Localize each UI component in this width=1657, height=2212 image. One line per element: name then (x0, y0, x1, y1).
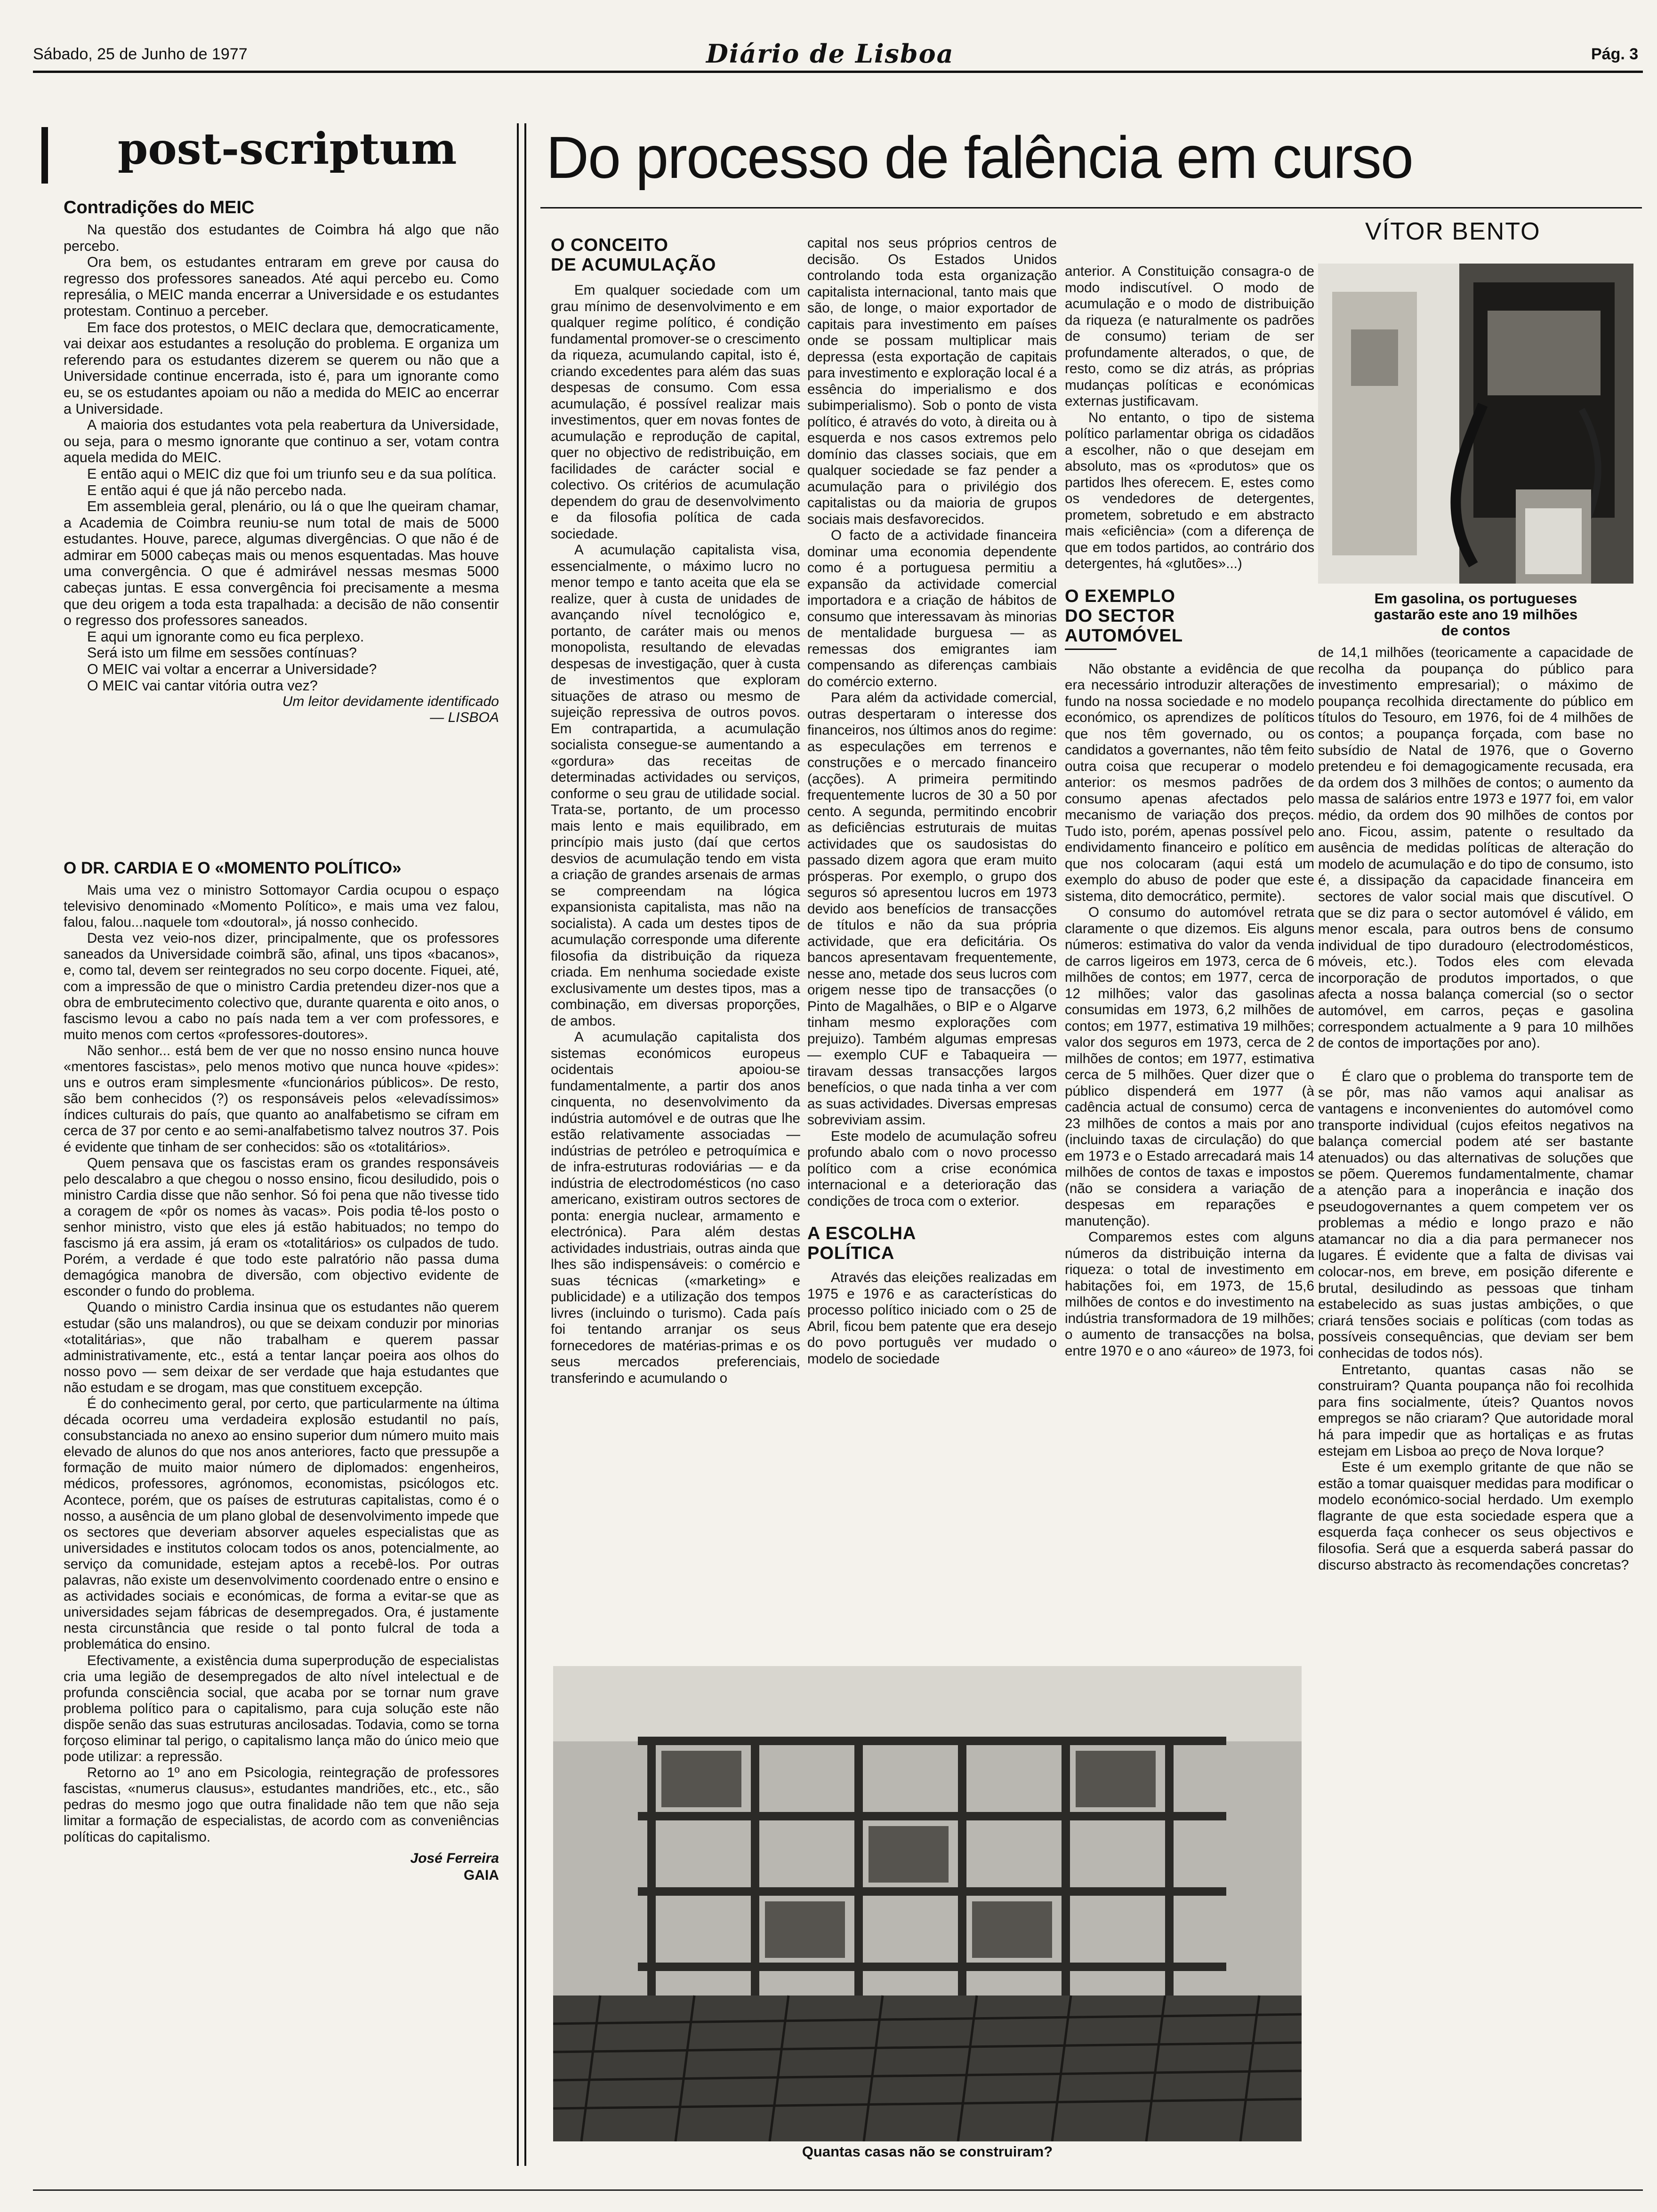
column-body (1065, 264, 1314, 572)
paragraph: Não obstante a evidência de que era necessário introduzir alterações de fundo na nossa sociedade e no modelo económico, os aprendizes de políticos que nos têm governado, ou os candidatos a governantes, não têm feito outra coisa que recuperar o modelo anterior: os mesmos padrões de consumo apenas afectados pelo mecanismo de variação dos preços. Tudo isto, porém, apenas possível pelo endividamento financeiro e político em que nos colocaram (aqui está um exemplo do abuso de poder que este sistema, dito democrático, permite). (1065, 661, 1314, 904)
signature: Um leitor devidamente identificado (282, 694, 499, 710)
paragraph: Em qualquer sociedade com um grau mínimo de desenvolvimento e em qualquer regime político, é condição fundamental promover-se o crescimento da riqueza, acumulando capital, isto é, criando excedentes para além das suas despesas de consumo. Com essa acumulação, é possível realizar mais investimentos, quer em novas fontes de acumulação e reprodução de capital, quer no objectivo de redistribuição, em facilidades de carácter social e colectivo. Os critérios de acumulação dependem do grau de desenvolvimento e da filosofia política de cada sociedade. (551, 282, 800, 542)
column-body (551, 282, 800, 1387)
paragraph: O MEIC vai voltar a encerrar a Universidade? (87, 661, 377, 678)
section-heading-line: A ESCOLHA (807, 1224, 917, 1243)
article-body (64, 882, 499, 1845)
column-body (807, 235, 1057, 1210)
photo-gas-pump (1318, 264, 1633, 584)
masthead-date: Sábado, 25 de Junho de 1977 (33, 45, 248, 63)
main-headline: Do processo de falência em curso (546, 124, 1413, 191)
paragraph: Através das eleições realizadas em 1975 e 1976 e as características do processo político iniciado com o 25 de Abril, ficou bem patente que era desejo do povo português ver mudado o modelo de sociedade (807, 1270, 1057, 1367)
main-column-1 (551, 235, 800, 1387)
paragraph: A acumulação capitalista visa, essencialmente, o máximo lucro no menor tempo e tanto aceita que ela se realize, quer à custa de unidades de avançando nível tecnológico e, portanto, de caráter mais ou menos monopolista, resultando de elevadas despesas de investigação, quer à custa de investimentos que exploram situações de atraso ou mesmo de sujeição repressiva de outros povos. Em contrapartida, a acumulação socialista consegue-se aumentando a «gordura» das receitas de determinadas actividades ou serviços, conforme o seu grau de utilidade social. Trata-se, portanto, de um processo mais lento e mais equilibrado, em princípio mais justo (daí que certos desvios de acumulação tendo em vista a criação de grandes arsenais de armas se compreendam na lógica expansionista capitalista, mas não na socialista). A cada um destes tipos de acumulação corresponde uma diferente filosofia da distribuição da riqueza criada. Em nenhuma sociedade existe exclusivamente um destes tipos, mas a combinação, em diversas proporções, de ambos. (551, 542, 800, 1029)
paragraph: Comparemos estes com alguns números da distribuição interna da riqueza: o total de investimento em habitações foi, em 1973, de 15,6 milhões de contos e do investimento na indústria transformadora de 19 milhões; o aumento de transacções na bolsa, entre 1970 e o ano «áureo» de 1973, foi (1065, 1229, 1314, 1359)
paragraph: Será isto um filme em sessões contínuas? (87, 645, 357, 661)
paragraph: Para além da actividade comercial, outras despertaram o interesse dos financeiros, nos últimos anos do regime: as especulações em terrenos e construções e o mercado financeiro (acções). A primeira permitindo frequentemente lucros de 30 a 50 por cento. A segunda, permitindo encobrir as deficiências estruturais de muitas actividades que os saudosistas do passado dizem agora que eram muito prósperas. Por exemplo, o grupo dos seguros só apresentou lucros em 1973 devido aos benefícios de transacções de títulos e não da sua própria actividade, que era deficitária. Os bancos apresentavam frequentemente, nesse ano, metade dos seus lucros com origem nesse tipo de transacções (o Pinto de Magalhães, o BIP e o Algarve tinham mesmo explorações com prejuizo). Também algumas empresas — exemplo CUF e Tabaqueira — tiravam dessas transacções largos benefícios, o que nada tinha a ver com as suas actividades. Diversas empresas sobreviviam assim. (807, 690, 1057, 1128)
postscriptum-article-cardia (64, 859, 499, 1884)
paragraph: É claro que o problema do transporte tem de se pôr, mas não vamos aqui analisar as vantagens e inconvenientes do automóvel como transporte individual (cujos efeitos negativos na balança comercial podem até ser bastante atenuados) ou das alternativas de soluções que se põem. Queremos fundamentalmente, chamar a atenção para a inoperância e inação dos pseudogovernantes a quem competem ver os problemas a médio e longo prazo e não atamancar no dia a dia para permanecer nos lugares. É evidente que a falta de divisas vai colocar-nos, em breve, em posição diferente e brutal, desiludindo as pessoas que tinham estabelecido as suas justas ambições, o que criará tensões sociais e políticas (com todas as possíveis consequências, que deviam ser bem conhecidas de todos nós). (1318, 1068, 1633, 1361)
paragraph: O consumo do automóvel retrata claramente o que dizemos. Eis alguns números: estimativa do valor da venda de carros ligeiros em 1973, cerca de 6 milhões de contos; em 1977, cerca de 12 milhões; valor das gasolinas consumidas em 1973, 6,2 milhões de contos; em 1977, estimativa 19 milhões; valor dos seguros em 1973, cerca de 2 milhões de contos; em 1977, estimativa cerca de 5 milhões. Quer dizer que o público dispenderá em 1977 (à cadência actual de consumo) cerca de 23 milhões de contos a mais por ano (incluindo taxas de circulação) do que em 1973 e o Estado arrecadará mais 14 milhões de contos de taxas e impostos (não se considera a variação de despesas em reparações e manutenção). (1065, 905, 1314, 1229)
postscriptum-title: post-scriptum (118, 123, 457, 174)
paragraph: Este é um exemplo gritante de que não se estão a tomar quaisquer medidas para modificar o modelo económico-social herdado. Um exemplo flagrante de que esta sociedade espera que a esquerda faça conhecer os seus objectivos e filosofia. Será que a esquerda saberá passar do discurso abstracto às recomendações concretas? (1318, 1459, 1633, 1573)
paragraph: capital nos seus próprios centros de decisão. Os Estados Unidos controlando toda esta organização capitalista internacional, tanto mais que são, de longe, o maior exportador de capitais para investimento em países onde se possam multiplicar mais depressa (esta exportação de capitais para investimento e exploração local é a essência do imperialismo e dos subimperialismo). Sob o ponto de vista político, é através do voto, à direita ou à esquerda e nos casos extremos pelo domínio das classes sociais, que em qualquer sociedade se faz pender a acumulação para o privilégio dos capitalistas ou da maioria de grupos sociais mais desfavorecidos. (807, 235, 1057, 527)
column-body (1065, 661, 1314, 1360)
gas-pump-image (1318, 264, 1633, 584)
caption-line: gastarão este ano 19 milhões (1374, 606, 1578, 623)
paragraph: Este modelo de acumulação sofreu profundo abalo com o novo processo político com a crise económica internacional e a deterioração das condições de troca com o exterior. (807, 1128, 1057, 1209)
column-body (807, 1270, 1057, 1367)
signature-location: — LISBOA (430, 710, 499, 726)
section-heading-line: O CONCEITO (551, 235, 668, 255)
main-column-3 (1065, 264, 1314, 1359)
signature: José Ferreira (410, 1850, 499, 1866)
author-byline: VÍTOR BENTO (1365, 218, 1541, 245)
section-heading (551, 235, 800, 275)
construction-site-image (553, 1666, 1302, 2141)
paragraph: E então aqui o MEIC diz que foi um triunfo seu e da sua política. (87, 465, 497, 482)
article-heading: O DR. CARDIA E O «MOMENTO POLÍTICO» (64, 859, 402, 877)
postscriptum-article-meic (64, 198, 499, 726)
section-heading-line: O EXEMPLO (1065, 586, 1175, 606)
section-heading-line: DO SECTOR (1065, 606, 1175, 626)
paragraph: Entretanto, quantas casas não se construiram? Quanta poupança não foi recolhida para fins socialmente, úteis? Quantos novos empregos se não criaram? Que autoridade moral há para impedir que as hortaliças e as frutas estejam em Lisboa ao preço de Nova Iorque? (1318, 1362, 1633, 1459)
top-rule (33, 71, 1643, 73)
column-divider (517, 123, 519, 2166)
article-body (64, 222, 499, 694)
section-marker-bar (41, 127, 48, 184)
paragraph: O facto de a actividade financeira dominar uma economia dependente como é a portuguesa permitiu a expansão da actividade comercial importadora e a criação de hábitos de consumo que interessavam às minorias de mentalidade burguesa — as remessas dos emigrantes iam compensando as diferenças cambiais do comércio externo. (807, 528, 1057, 689)
paragraph: Em assembleia geral, plenário, ou lá o que lhe queiram chamar, a Academia de Coimbra reuniu-se num total de mais de 5000 estudantes. Houve, parece, algumas divergências. O que não é de admirar em 5000 cabeças mais ou menos esquentadas. Mas houve uma convergência. O que é admirável nessas mesmas 5000 cabeças juntas. E essa convergência foi precisamente a mesma que deu origem a toda esta trapalhada: a decisão de não consentir o regresso dos professores saneados. (64, 498, 499, 629)
paragraph: No entanto, o tipo de sistema político parlamentar obriga os cidadãos a escolher, não o que desejam em absoluto, mas os «produtos» que os partidos lhes oferecem. E, estes como os vendedores de detergentes, prometem, sobretudo e em abstracto mais «eficiência» (com a diferença de que em todos partidos, ao contrário dos detergentes, há «glutões»...) (1065, 409, 1314, 571)
paragraph: de 14,1 milhões (teoricamente a capacidade de recolha da poupança do público para investimento empresarial); o máximo de poupança recolhida directamente do público em títulos do Tesouro, em 1976, foi de 4 milhões de contos; a poupança forçada, com base no subsídio de Natal de 1976, que o Governo pretendeu e foi demagogicamente recusada, era da ordem dos 3 milhões de contos; o aumento da massa de salários entre 1973 e 1977 foi, em valor médio, da ordem dos 90 milhões de contos por ano. Ficou, assim, patente o resultado da ausência de medidas políticas de alteração do modelo de acumulação e do tipo de consumo, isto é, a dissipação da capacidade financeira em sectores de valor social mais que discutível. O que se diz para o sector automóvel é válido, em menor escala, para outros bens de consumo individual de tipo duradouro (electrodomésticos, móveis, etc.). Todos eles com elevada incorporação de produtos importados, o que afecta a nossa balança comercial (so o sector automóvel, em carros, peças e gasolina correspondem actualmente a 9 para 10 milhões de contos de importações por ano). (1318, 645, 1633, 1051)
section-heading (1065, 586, 1314, 646)
page-number: Pág. 3 (1591, 45, 1639, 63)
bottom-rule (33, 2189, 1643, 2191)
paragraph: Na questão dos estudantes de Coimbra há algo que não percebo. (64, 222, 499, 254)
paragraph: anterior. A Constituição consagra-o de modo indiscutível. O modo de acumulação e o modo de distribuição da riqueza (e naturalmente os padrões de consumo) teriam de ser profundamente alterados, o que, de resto, como se diz atrás, as próprias mudanças políticas e económicas externas justificavam. (1065, 264, 1314, 409)
paragraph: É do conhecimento geral, por certo, que particularmente na última década ocorreu uma verdadeira explosão estudantil no país, consubstanciada no anexo ao ensino superior dum número muito mais elevado de alunos do que nos anos anteriores, facto que pressupõe a formação de muito maior número de diplomados: engenheiros, médicos, professores, agrónomos, economistas, psicólogos etc. Acontece, porém, que os países de estruturas capitalistas, como é o nosso, a ausência de um plano global de desenvolvimento impede que os sectores que deveriam absorver aqueles especialistas que as universidades e institutos colocam todos os anos, potencialmente, ao serviço da comunidade, estejam aptos a recebê-los. Por outras palavras, não existe um desenvolvimento coordenado entre o ensino e as actividades sociais e económicas, de forma a evitar-se que as universidades sejam fábricas de desempregados. Ora, é justamente nesta circunstância que reside o tal ponto fulcral de toda a problemática do ensino. (64, 1396, 499, 1652)
paragraph: Não senhor... está bem de ver que no nosso ensino nunca houve «mentores fascistas», pelo menos motivo que nunca houve «pides»: uns e outros eram simplesmente «funcionários públicos». De resto, são bem conhecidos (?) os responsáveis pelos «elevadíssimos» índices culturais do país, que quanto ao analfabetismo se cifram em cerca de 37 por cento e ao semi-analfabetismo talvez noutros 37. Pois é evidente que tinham de ser conhecidos: são os «totalitários». (64, 1042, 499, 1155)
section-rule (1065, 649, 1117, 650)
paragraph: Em face dos protestos, o MEIC declara que, democraticamente, vai deixar aos estudantes a resolução do problema. E organiza um referendo para os estudantes dizerem se querem ou não que a Universidade continue encerrada, isto é, para um ignorante como eu, se os estudantes apoiam ou não a medida do MEIC ao encerrar a Universidade. (64, 319, 499, 417)
paragraph: Ora bem, os estudantes entraram em greve por causa do regresso dos professores saneados. Até aqui percebo eu. Como represália, o MEIC manda encerrar a Universidade e os estudantes protestam. Continuo a perceber. (64, 254, 499, 319)
caption-line: Em gasolina, os portugueses (1374, 590, 1577, 607)
paragraph: Quando o ministro Cardia insinua que os estudantes não querem estudar (são uns malandros), ou que se deixam conduzir por minorias «totalitárias», que não trabalham e querem passar administrativamente, etc., está a tentar lançar poeira aos olhos do nosso povo — sem deixar de ser verdade que haja estudantes que não estudam e se drogam, mas que constituem excepção. (64, 1299, 499, 1395)
caption-line: de contos (1441, 622, 1511, 639)
column-divider (524, 123, 526, 2166)
paragraph: E então aqui é que já não percebo nada. (87, 482, 347, 498)
section-heading-line: POLÍTICA (807, 1243, 895, 1263)
article-heading: Contradições do MEIC (64, 198, 255, 217)
photo-caption: Quantas casas não se construiram? (802, 2143, 1053, 2160)
paragraph: O MEIC vai cantar vitória outra vez? (87, 677, 318, 694)
main-column-2 (807, 235, 1057, 1367)
paragraph: E aqui um ignorante como eu fica perplexo. (87, 628, 364, 645)
paragraph: Mais uma vez o ministro Sottomayor Cardia ocupou o espaço televisivo denominado «Momento Político», e mais uma vez falou, falou, falou...naquele tom «doutoral», já nosso conhecido. (64, 882, 499, 930)
photo-construction (553, 1666, 1302, 2141)
section-heading-line: DE ACUMULAÇÃO (551, 255, 716, 275)
signature-location: GAIA (464, 1867, 499, 1883)
main-column-4 (1318, 645, 1633, 1573)
section-heading (807, 1224, 1057, 1263)
paragraph: Efectivamente, a existência duma superprodução de especialistas cria uma legião de desempregados de alto nível intelectual e de profunda consciência social, que acaba por se tornar num grave problema político para o capitalismo, para cuja solução este não dispõe senão das suas estruturas ancilosadas. Todavia, como se torna forçoso eliminar tal perigo, o capitalismo lança mão do único meio que pode utilizar: a repressão. (64, 1652, 499, 1765)
paragraph: A maioria dos estudantes vota pela reabertura da Universidade, ou seja, para o mesmo ignorante que continuo a ser, votam contra aquela medida do MEIC. (64, 417, 499, 466)
section-heading-line: AUTOMÓVEL (1065, 625, 1183, 646)
paragraph: Quem pensava que os fascistas eram os grandes responsáveis pelo descalabro a que chegou o nosso ensino, ficou desiludido, pois o ministro Cardia disse que não senhor. Só foi pena que não tivesse tido a coragem de «pôr os nomes às vacas». Pois podia tê-los posto o senhor ministro, visto que eles já estão habituados; no tempo do fascismo já era assim, já eram os «totalitários» os culpados de tudo. Porém, a verdade é que todo este palratório não passa duma demagógica manobra de diversão, com objectivo evidente de esconder o fundo do problema. (64, 1155, 499, 1299)
headline-rule (540, 207, 1642, 208)
newspaper-name: Diário de Lisboa (706, 39, 954, 69)
column-body (1318, 645, 1633, 1573)
paragraph: A acumulação capitalista dos sistemas económicos europeus ocidentais apoiou-se fundamentalmente, a partir dos anos cinquenta, no desenvolvimento da indústria automóvel e de outras que lhe estão relativamente associadas — indústrias de petróleo e petroquímica e de infra-estruturas rodoviárias — e da indústria de electrodomésticos (no caso americano, existiram outros sectores de ponta: energia nuclear, armamento e electrónica). Para além destas actividades industriais, outras ainda que lhes são indispensáveis: o comércio e suas técnicas («marketing» e publicidade) e a utilização dos tempos livres (incluindo o turismo). Cada país foi tentando arranjar os seus fornecedores de matérias-primas e os seus mercados preferenciais, transferindo e acumulando o (551, 1029, 800, 1386)
photo-caption (1316, 591, 1636, 639)
paragraph: Retorno ao 1º ano em Psicologia, reintegração de professores fascistas, «numerus clausus», estudantes mandriões, etc., etc., são pedras do mesmo jogo que outra finalidade não tem que não seja limitar a formação de especialistas, de acordo com as conveniências políticas do capitalismo. (64, 1765, 499, 1845)
paragraph: Desta vez veio-nos dizer, principalmente, que os professores saneados da Universidade coimbrã são, afinal, uns tipos «bacanos», e, como tal, devem ser reintegrados no seu corpo docente. Fiquei, até, com a impressão de que o ministro Cardia pretendeu dizer-nos que a obra de embrutecimento colectivo que, durante quarenta e oito anos, o fascismo levou a cabo no país nada tem a ver com professores, e muito menos com certos «professores-doutores». (64, 930, 499, 1042)
